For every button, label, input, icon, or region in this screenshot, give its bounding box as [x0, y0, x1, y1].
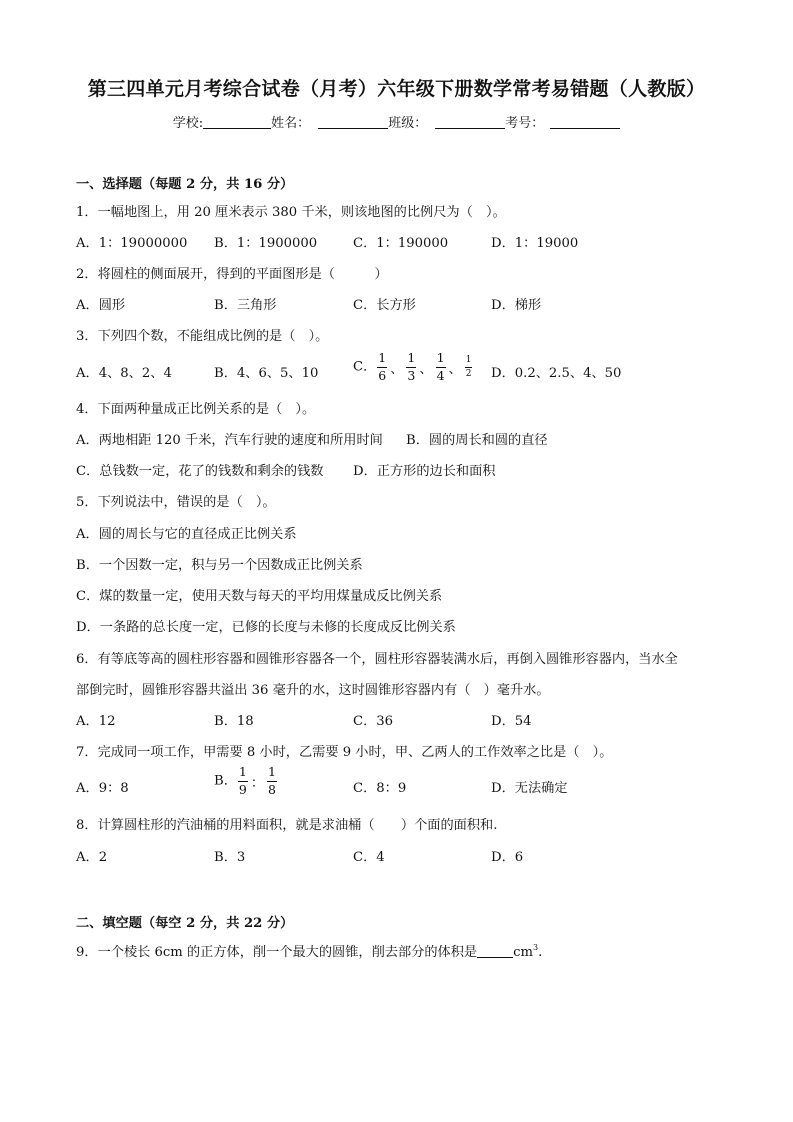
q1-option-b[interactable]: B．1：1900000: [214, 236, 318, 251]
question-7-stem: 7．完成同一项工作，甲需要 8 小时，乙需要 9 小时，甲、乙两人的工作效率之比是（ ）。: [76, 745, 613, 760]
exam-no-blank[interactable]: [550, 114, 620, 129]
q8-option-b[interactable]: B．3: [214, 850, 246, 865]
q5-option-a[interactable]: A．圆的周长与它的直径成正比例关系: [76, 527, 297, 542]
page-title: 第三四单元月考综合试卷（月考）六年级下册数学常考易错题（人教版）: [87, 78, 706, 100]
q2-option-b[interactable]: B．三角形: [214, 298, 277, 313]
q2-option-c[interactable]: C．长方形: [353, 298, 416, 313]
q7-option-d[interactable]: D．无法确定: [491, 781, 568, 796]
q9-answer-blank[interactable]: [477, 945, 513, 958]
q1-option-d[interactable]: D．1：19000: [491, 236, 579, 251]
question-6-stem-line2: 部倒完时，圆锥形容器共溢出 36 毫升的水，这时圆锥形容器内有（ ）毫升水。: [76, 683, 550, 698]
question-2-stem: 2．将圆柱的侧面展开，得到的平面图形是（ ）: [76, 267, 388, 282]
q4-option-a[interactable]: A．两地相距 120 千米，汽车行驶的速度和所用时间: [76, 433, 383, 448]
fraction-1-9: $\frac{1}{9}$: [238, 764, 247, 797]
school-blank[interactable]: [203, 114, 271, 129]
q1-option-c[interactable]: C．1：190000: [353, 236, 449, 251]
q2-option-a[interactable]: A．圆形: [76, 298, 126, 313]
class-label: 班级：: [388, 116, 428, 131]
q6-option-d[interactable]: D．54: [491, 714, 532, 729]
section-heading-fill: 二、填空题（每空 2 分，共 22 分）: [76, 916, 294, 931]
section-heading-choice: 一、选择题（每题 2 分，共 16 分）: [76, 177, 294, 192]
q2-option-d[interactable]: D．梯形: [491, 298, 542, 313]
q8-option-c[interactable]: C．4: [353, 850, 385, 865]
q3-option-c[interactable]: C． $\frac{1}{6}$ 、 $\frac{1}{3}$ 、 $\frac{1}{4}$ 、 $\frac{1}{2}$: [353, 350, 472, 383]
question-5-stem: 5．下列说法中，错误的是（ ）。: [76, 495, 276, 510]
q6-option-b[interactable]: B．18: [214, 714, 254, 729]
q7-option-c[interactable]: C．8：9: [353, 781, 407, 796]
q3-option-d[interactable]: D．0.2、2.5、4、50: [491, 366, 622, 381]
q4-option-d[interactable]: D．正方形的边长和面积: [353, 464, 496, 479]
q6-option-a[interactable]: A．12: [76, 714, 116, 729]
question-9-stem: 9．一个棱长 6cm 的正方体，削一个最大的圆锥，削去部分的体积是 $cm^3$.: [76, 943, 543, 960]
q1-option-a[interactable]: A．1：19000000: [76, 236, 188, 251]
fraction-1-4: $\frac{1}{4}$: [436, 350, 445, 383]
q5-option-b[interactable]: B．一个因数一定，积与另一个因数成正比例关系: [76, 558, 363, 573]
q6-option-c[interactable]: C．36: [353, 714, 394, 729]
q8-option-d[interactable]: D．6: [491, 850, 524, 865]
q4-option-c[interactable]: C．总钱数一定，花了的钱数和剩余的钱数: [76, 464, 324, 479]
school-label: 学校:: [172, 116, 204, 131]
name-blank[interactable]: [318, 114, 388, 129]
class-blank[interactable]: [435, 114, 505, 129]
q5-option-c[interactable]: C．煤的数量一定，使用天数与每天的平均用煤量成反比例关系: [76, 589, 443, 604]
question-4-stem: 4．下面两种量成正比例关系的是（ ）。: [76, 402, 316, 417]
question-3-stem: 3．下列四个数，不能组成比例的是（ ）。: [76, 329, 329, 344]
q3-option-a[interactable]: A．4、8、2、4: [76, 366, 172, 381]
name-label: 姓名：: [271, 116, 311, 131]
q3-option-b[interactable]: B．4、6、5、10: [214, 366, 319, 381]
q7-option-a[interactable]: A．9：8: [76, 781, 129, 796]
exam-no-label: 考号：: [505, 116, 545, 131]
q7-option-b-label: B．: [214, 773, 237, 789]
question-8-stem: 8．计算圆柱形的汽油桶的用料面积，就是求油桶（ ）个面的面积和.: [76, 818, 498, 833]
fraction-1-8: $\frac{1}{8}$: [268, 764, 276, 797]
fraction-1-3: $\frac{1}{3}$: [407, 350, 416, 383]
q3-option-c-label: C．: [353, 359, 377, 375]
fraction-1-6: $\frac{1}{6}$: [378, 350, 387, 383]
q4-option-b[interactable]: B．圆的周长和圆的直径: [406, 433, 548, 448]
q5-option-d[interactable]: D．一条路的总长度一定，已修的长度与未修的长度成反比例关系: [76, 620, 456, 635]
question-1-stem: 1．一幅地图上，用 20 厘米表示 380 千米，则该地图的比例尺为（ ）。: [76, 205, 506, 220]
student-info-line: [0, 112, 793, 131]
fraction-1-2: $\frac{1}{2}$: [465, 354, 472, 379]
question-6-stem-line1: 6．有等底等高的圆柱形容器和圆锥形容器各一个，圆柱形容器装满水后，再倒入圆锥形容器内，当水全: [76, 652, 678, 667]
q8-option-a[interactable]: A．2: [76, 850, 108, 865]
q7-option-b[interactable]: B． $\frac{1}{9}$ ： $\frac{1}{8}$: [214, 764, 276, 797]
